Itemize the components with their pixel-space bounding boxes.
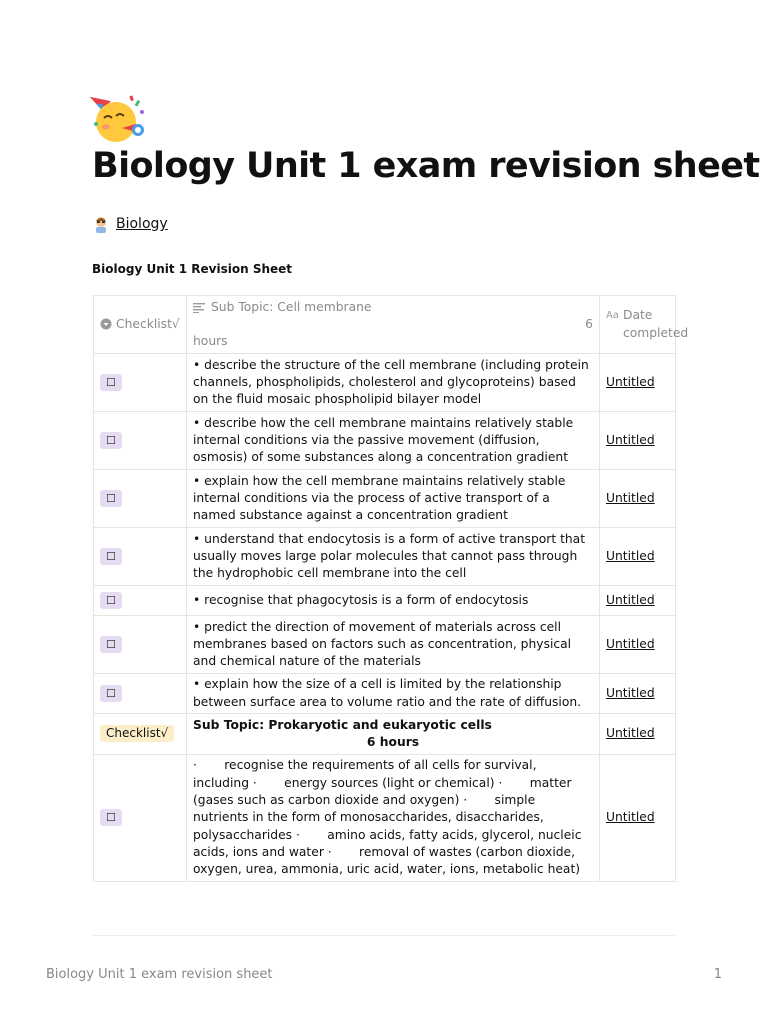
topic-text: • explain how the size of a cell is limited by the relationship between surface area to volume ratio and the rate of diffusion.	[187, 674, 600, 714]
party-face-icon	[92, 94, 146, 144]
section-title: Sub Topic: Prokaryotic and eukaryotic cells	[193, 717, 492, 732]
checkbox-tag[interactable]: ☐	[100, 685, 122, 702]
revision-table	[93, 295, 689, 882]
divider	[92, 935, 675, 936]
select-property-icon	[100, 318, 112, 330]
text-property-icon	[193, 301, 205, 313]
topic-text: • describe how the cell membrane maintains relatively stable internal conditions via the passive movement (diffusion, osmosis) of some substances along a concentration gradient	[187, 412, 600, 470]
checklist-header[interactable]: Checklist√	[94, 296, 187, 354]
table-row	[94, 470, 676, 528]
scientist-icon	[92, 215, 110, 233]
table-row	[94, 586, 676, 616]
section-row	[94, 714, 676, 755]
checkbox-tag[interactable]: ☐	[100, 548, 122, 565]
checkbox-tag[interactable]: ☐	[100, 432, 122, 449]
untitled-link[interactable]: Untitled	[606, 374, 655, 389]
checkbox-tag[interactable]: ☐	[100, 636, 122, 653]
table-row	[94, 674, 676, 714]
topic-text: • understand that endocytosis is a form of active transport that usually moves large polar molecules that cannot pass through the hydrophobic cell membrane into the cell	[187, 528, 600, 586]
topic-text: • predict the direction of movement of materials across cell membranes based on factors such as concentration, physical and chemical nature of the materials	[187, 616, 600, 674]
untitled-link[interactable]: Untitled	[606, 432, 655, 447]
untitled-link[interactable]: Untitled	[606, 636, 655, 651]
topic-text: · recognise the requirements of all cells for survival, including · energy sources (light or chemical) · matter (gases such as carbon dioxide and oxygen) · simple nutrients in the form of monosaccharides, disaccharides, polysaccharides · amino acids, fatty acids, glycerol, nucleic acids, ions and water · removal of wastes (carbon dioxide, oxygen, urea, ammonia, uric acid, water, ions, metabolic heat)	[187, 755, 600, 882]
section-hours: 6 hours	[366, 735, 420, 749]
topic-text: • describe the structure of the cell membrane (including protein channels, phospholipids, cholesterol and glycoproteins) based on the fluid mosaic phospholipid bilayer model	[187, 354, 600, 412]
table-header-row	[94, 296, 676, 354]
table-row	[94, 755, 676, 882]
untitled-link[interactable]: Untitled	[606, 490, 655, 505]
checkbox-tag[interactable]: ☐	[100, 809, 122, 826]
table-row	[94, 354, 676, 412]
table-row	[94, 412, 676, 470]
checklist-tag[interactable]: Checklist√	[100, 725, 174, 742]
checkbox-tag[interactable]: ☐	[100, 490, 122, 507]
untitled-link[interactable]: Untitled	[606, 592, 655, 607]
page-title: Biology Unit 1 exam revision sheet	[92, 146, 760, 186]
checkbox-tag[interactable]: ☐	[100, 374, 122, 391]
topic-text: • recognise that phagocytosis is a form of endocytosis	[187, 586, 600, 616]
footer-title: Biology Unit 1 exam revision sheet	[46, 967, 273, 982]
page-number: 1	[713, 967, 722, 982]
relation-property[interactable]	[92, 213, 168, 235]
untitled-link[interactable]: Untitled	[606, 726, 655, 741]
untitled-link[interactable]: Untitled	[606, 685, 655, 700]
table-row	[94, 528, 676, 586]
untitled-link[interactable]: Untitled	[606, 548, 655, 563]
title-property-icon: Aa	[606, 310, 619, 322]
biology-link[interactable]: Biology	[116, 216, 168, 232]
date-completed-header[interactable]: Aa Date completed	[600, 296, 676, 354]
untitled-link[interactable]: Untitled	[606, 810, 655, 825]
subtopic-header[interactable]: Sub Topic: Cell membrane 6 hours	[187, 296, 600, 354]
table-row	[94, 616, 676, 674]
database-title: Biology Unit 1 Revision Sheet	[92, 262, 293, 276]
topic-text: • explain how the cell membrane maintains relatively stable internal conditions via the process of active transport of a named substance against a concentration gradient	[187, 470, 600, 528]
checkbox-tag[interactable]: ☐	[100, 592, 122, 609]
